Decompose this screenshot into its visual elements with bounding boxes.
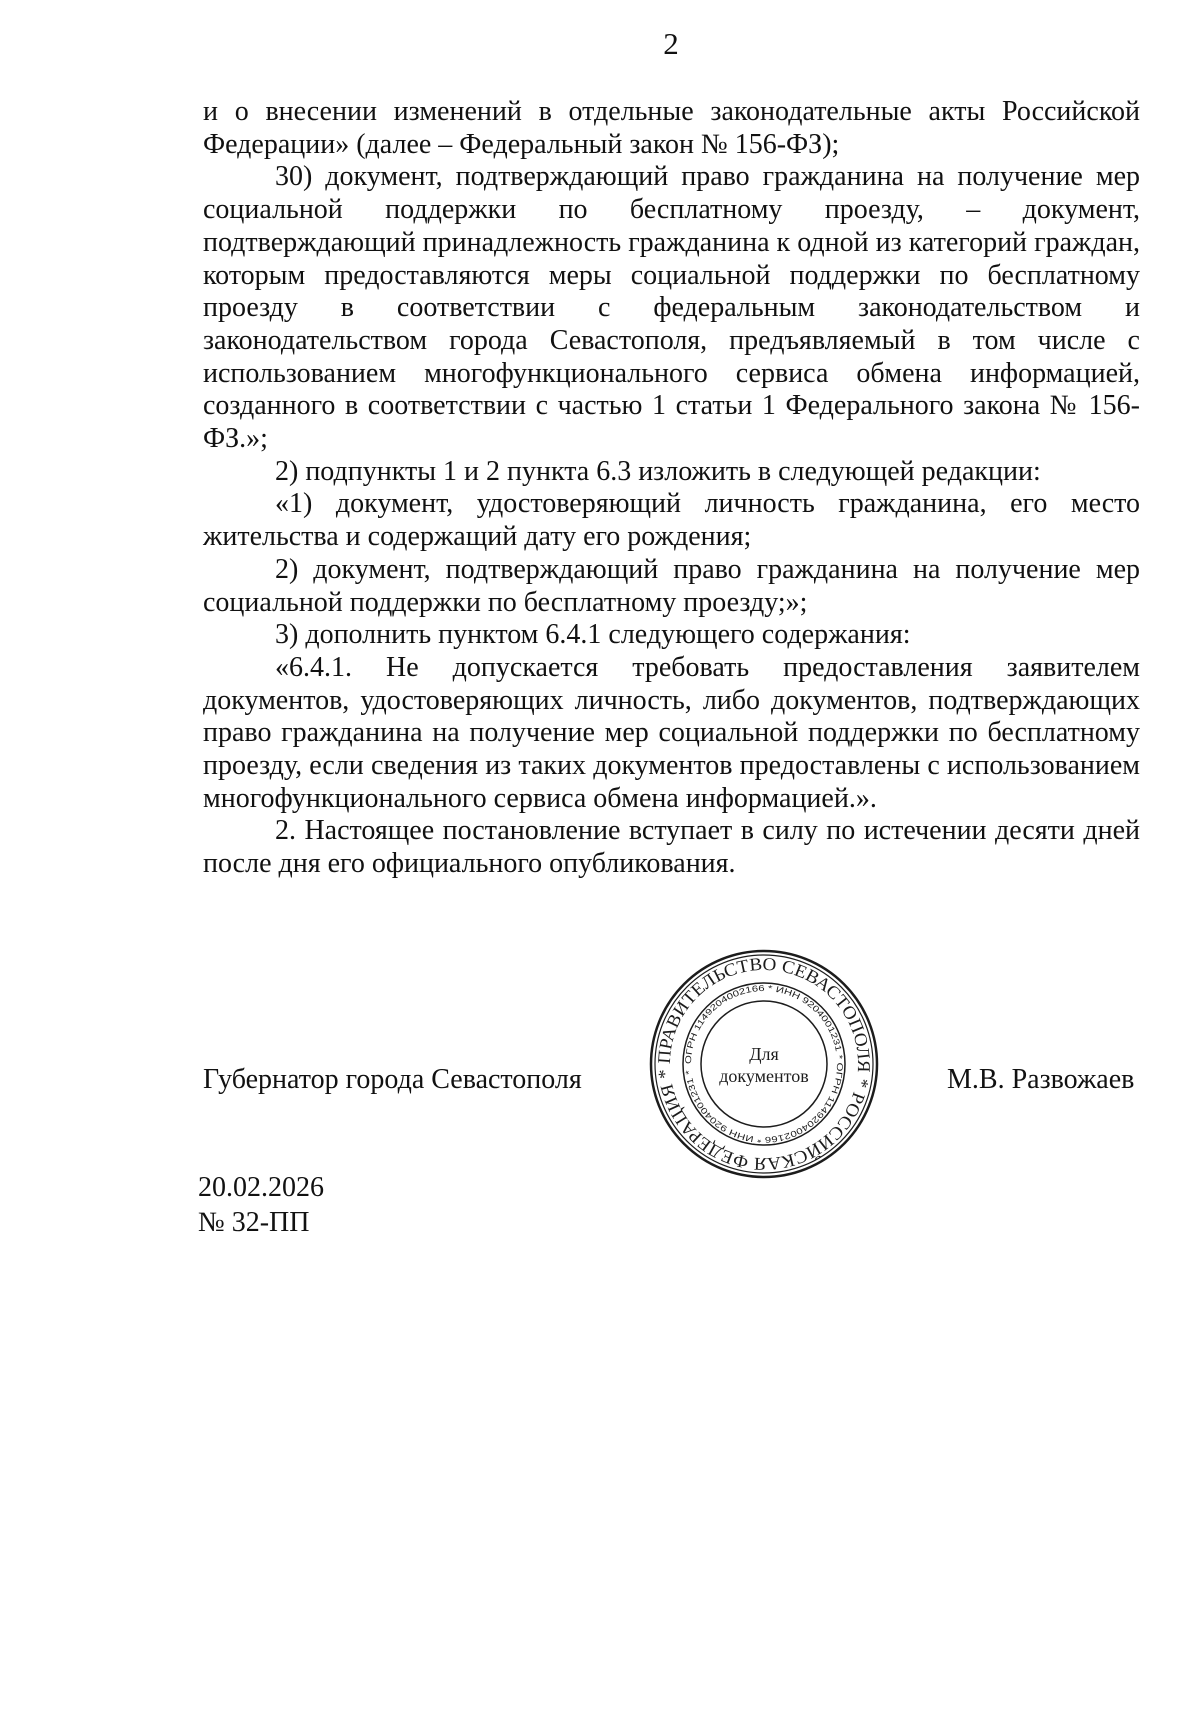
signatory-name: М.В. Развожаев <box>947 1064 1135 1095</box>
seal-outer-textpath: ПРАВИТЕЛЬСТВО СЕВАСТОПОЛЯ * РОССИЙСКАЯ ФЕДЕРАЦИЯ * <box>653 953 875 1175</box>
seal-center-line2: документов <box>719 1066 809 1086</box>
paragraph: 2) документ, подтверждающий право гражданина на получение мер социальной поддержки по бесплатному проезду;»; <box>203 553 1140 618</box>
seal-inner-text <box>683 983 845 1145</box>
paragraph: и о внесении изменений в отдельные законодательные акты Российской Федерации» (далее – Федеральный закон № 156-ФЗ); <box>203 96 1140 160</box>
paragraph: 2. Настоящее постановление вступает в силу по истечении десяти дней после дня его официального опубликования. <box>203 815 1140 880</box>
paragraph: 30) документ, подтверждающий право гражданина на получение мер социальной поддержки по бесплатному проезду, – документ, подтверждающий принадлежность гражданина к одной из категорий граждан, которым предоставляются меры социальной поддержки по бесплатному проезду в соответствии с федеральным законодательством и законодательством города Севастополя, предъявляемый в том числе с использованием многофункционального сервиса обмена информацией, созданного в соответствии с частью 1 статьи 1 Федерального закона № 156-ФЗ.»; <box>203 161 1140 455</box>
seal-stamp <box>648 948 880 1180</box>
document-body <box>203 96 1140 881</box>
seal-inner-textpath: ОГРН 1149204002166 * ИНН 9204001231 * ОГРН 1149204002166 * ИНН 9204001231 * <box>682 982 846 1146</box>
page-number: 2 <box>663 26 679 61</box>
signature-title: Губернатор города Севастополя <box>203 1064 582 1095</box>
document-date: 20.02.2026 <box>198 1172 324 1203</box>
seal-inner-ring <box>701 1001 827 1127</box>
document-details <box>198 1170 324 1240</box>
seal-center-line1: Для <box>749 1044 779 1064</box>
paragraph: «1) документ, удостоверяющий личность гражданина, его место жительства и содержащий дату его рождения; <box>203 488 1140 553</box>
paragraph: 3) дополнить пунктом 6.4.1 следующего содержания: <box>275 619 911 651</box>
paragraph: «6.4.1. Не допускается требовать предоставления заявителем документов, удостоверяющих личность, либо документов, подтверждающих право гражданина на получение мер социальной поддержки по бесплатному проезду, если сведения из таких документов предоставлены с использованием многофункционального сервиса обмена информацией.». <box>203 651 1140 814</box>
official-seal <box>648 948 880 1180</box>
document-number: № 32-ПП <box>198 1207 310 1238</box>
paragraph: 2) подпункты 1 и 2 пункта 6.3 изложить в следующей редакции: <box>275 455 1041 487</box>
